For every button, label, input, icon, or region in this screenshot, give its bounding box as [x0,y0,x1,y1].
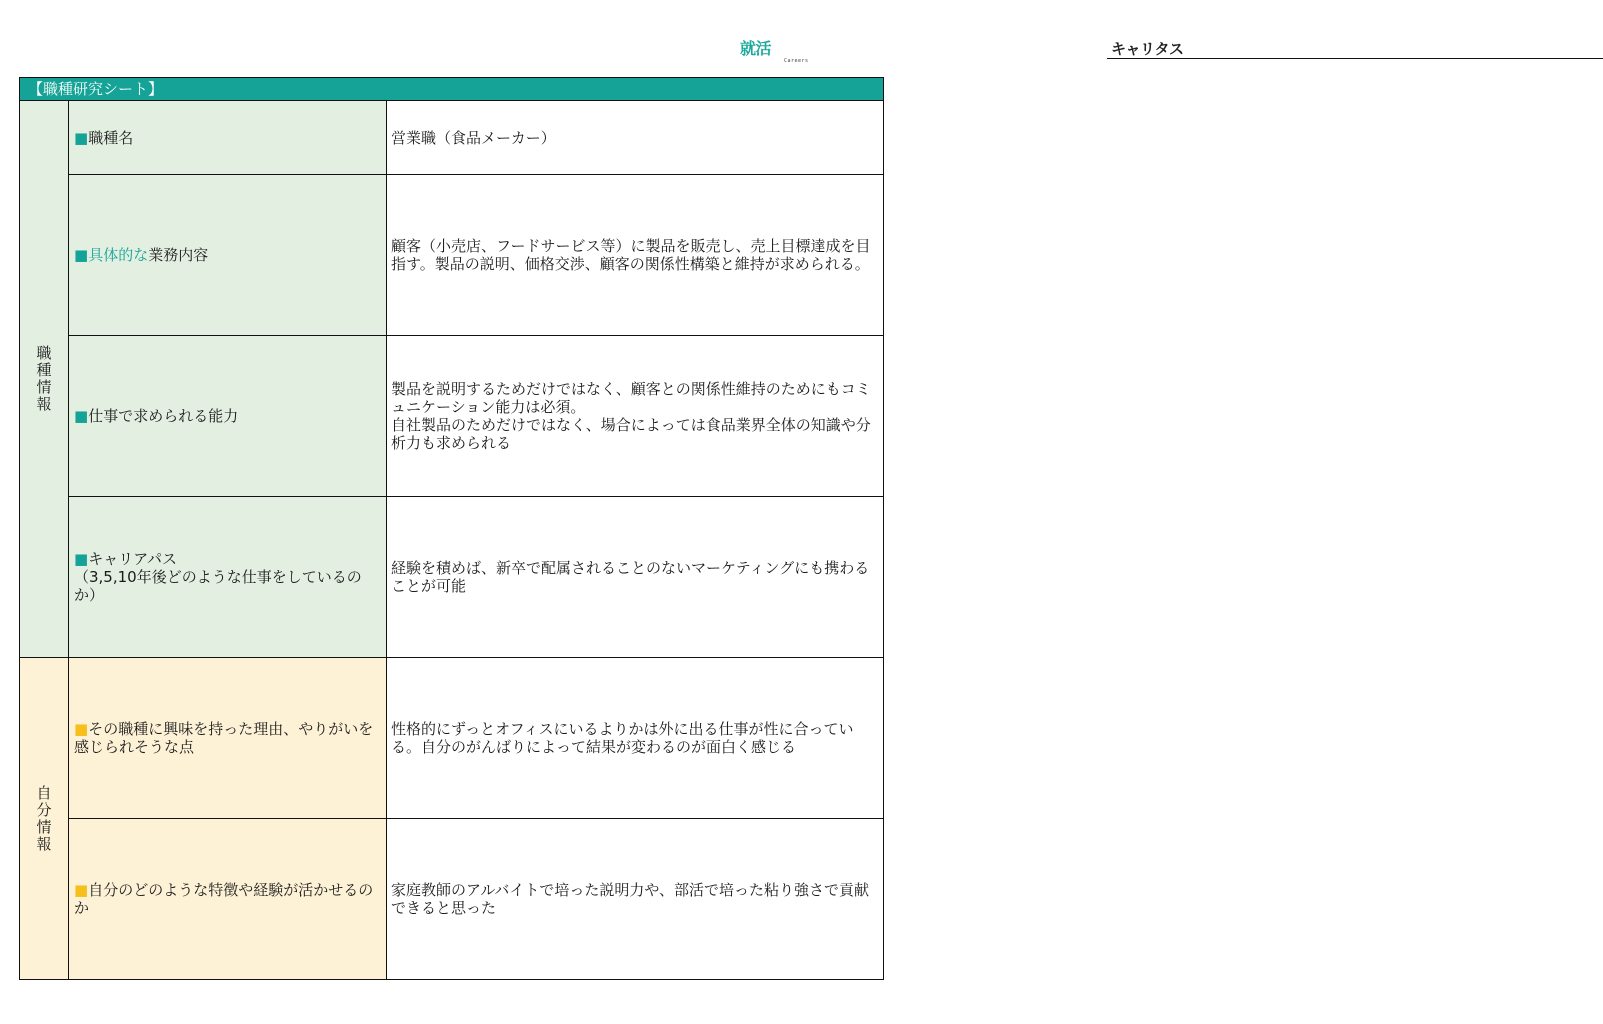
question-text: 自分のどのような特徴や経験が活かせるのか [74,881,374,917]
sheet-title: 【職種研究シート】 [20,78,883,101]
question-text: その職種に興味を持った理由、やりがいを感じられそうな点 [74,720,374,756]
group-self-info [20,658,69,979]
square-marker-icon: ■ [74,128,89,147]
research-sheet-table [19,77,884,980]
question-text: 仕事で求められる能力 [88,407,239,425]
question-cell [69,336,387,497]
square-marker-icon: ■ [74,246,89,264]
group-job-info [20,101,69,658]
question-cell [69,101,387,175]
answer-cell [387,175,883,336]
square-marker-icon: ■ [74,407,89,425]
logo-text: キャリタス [1107,40,1603,59]
logo-text-accent: 就活 [740,39,772,58]
answer-text: 営業職（食品メーカー） [391,128,556,147]
answer-cell [387,336,883,497]
question-cell [69,497,387,658]
square-marker-icon: ■ [74,881,89,899]
question-text: 業務内容 [148,246,209,264]
logo [740,39,1184,70]
square-marker-icon: ■ [74,720,89,738]
answer-text: 経験を積めば、新卒で配属されることのないマーケティングにも携わることが可能 [391,559,870,595]
question-highlight-text: 具体的な [88,246,149,264]
group-job-label: 職種情報 [34,345,53,413]
question-cell [69,819,387,979]
question-text: 職種名 [88,128,134,147]
answer-cell [387,101,883,175]
answer-text: 性格的にずっとオフィスにいるよりかは外に出る仕事が性に合っている。自分のがんばりによって結果が変わるのが面白く感じる [391,720,854,756]
question-text: キャリアパス [88,550,177,568]
question-cell [69,658,387,819]
answer-text: 家庭教師のアルバイトで培った説明力や、部活で培った粘り強さで貢献できると思った [391,881,870,917]
answer-cell [387,497,883,658]
answer-cell [387,658,883,819]
answer-text: 顧客（小売店、フードサービス等）に製品を販売し、売上目標達成を目指す。製品の説明、価格交渉、顧客の関係性構築と維持が求められる。 [391,237,871,273]
group-self-label: 自分情報 [34,784,53,853]
question-subtext: （3,5,10年後どのような仕事をしているのか） [74,568,362,604]
answer-text-2: 自社製品のためだけではなく、場合によっては食品業界全体の知識や分析力も求められる [391,416,871,452]
answer-cell [387,819,883,979]
logo-subtext: Careers [784,58,809,64]
answer-text: 製品を説明するためだけではなく、顧客との関係性維持のためにもコミュニケーション能力は必須。 [391,380,871,416]
square-marker-icon: ■ [74,550,89,568]
question-cell [69,175,387,336]
